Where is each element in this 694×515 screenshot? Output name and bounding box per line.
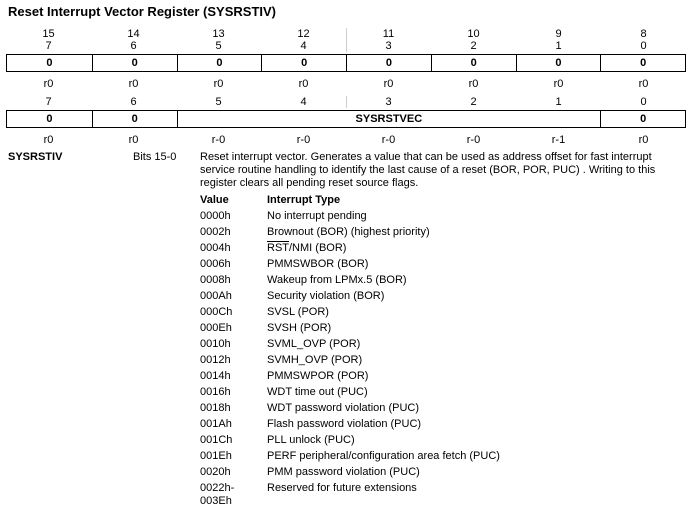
value-cell: 001Ah (200, 418, 232, 430)
value-cell: 0006h (200, 258, 231, 270)
interrupt-type-table (200, 194, 660, 508)
bit-number: 3 (385, 40, 392, 52)
table-row (200, 434, 660, 450)
type-cell: PERF peripheral/configuration area fetch (PUC) (267, 450, 500, 462)
table-row (200, 450, 660, 466)
bit-value: 0 (516, 55, 601, 71)
access-type: r-0 (381, 134, 396, 146)
bit-number: 1 (555, 96, 562, 108)
table-row (200, 482, 660, 508)
table-row (200, 386, 660, 402)
type-cell (267, 242, 660, 258)
bit-value: 0 (346, 55, 431, 71)
access-type: r-0 (211, 134, 226, 146)
bit-number: 6 (130, 96, 137, 108)
access-row (6, 78, 686, 90)
type-cell: Brownout (BOR) (highest priority) (267, 226, 430, 238)
value-cell: 001Ch (200, 434, 233, 446)
value-cell: 0000h (200, 210, 231, 222)
bit-number: 9 (555, 28, 562, 40)
access-type: r0 (128, 134, 139, 146)
table-row (200, 418, 660, 434)
bit-value: 0 (600, 111, 685, 127)
bit-value: 0 (261, 55, 346, 71)
value-cell: 000Eh (200, 322, 232, 334)
table-row (200, 466, 660, 482)
value-cell: 001Eh (200, 450, 232, 462)
bit-number: 10 (467, 28, 480, 40)
bit-number: 8 (640, 28, 647, 40)
nmi-bor-text: /NMI (BOR) (289, 242, 347, 254)
bit-value-box (6, 54, 686, 72)
bit-number: 6 (130, 40, 137, 52)
type-cell: PMM password violation (PUC) (267, 466, 420, 478)
table-row (200, 274, 660, 290)
field-name: SYSRSTIV (8, 151, 63, 163)
table-row (200, 370, 660, 386)
bit-number: 7 (45, 40, 52, 52)
bit-number: 4 (300, 96, 307, 108)
bit-number: 1 (555, 40, 562, 52)
table-row (200, 338, 660, 354)
access-type: r-0 (296, 134, 311, 146)
access-type: r0 (213, 78, 224, 90)
bit-value: 0 (600, 55, 685, 71)
bit-number: 13 (212, 28, 225, 40)
value-cell: 0002h (200, 226, 231, 238)
bit-number: 3 (385, 96, 392, 108)
value-cell: 0020h (200, 466, 231, 478)
value-cell: 0018h (200, 402, 231, 414)
type-cell: WDT password violation (PUC) (267, 402, 420, 414)
table-header-row (200, 194, 660, 210)
bit-number: 12 (297, 28, 310, 40)
table-row (200, 226, 660, 242)
bit-number: 14 (127, 28, 140, 40)
access-type: r-1 (551, 134, 566, 146)
bit-number: 0 (640, 96, 647, 108)
column-header-value: Value (200, 194, 229, 206)
access-row (6, 134, 686, 146)
type-cell: SVML_OVP (POR) (267, 338, 361, 350)
type-cell: SVSL (POR) (267, 306, 329, 318)
type-cell: SVMH_OVP (POR) (267, 354, 363, 366)
access-type: r0 (638, 78, 649, 90)
rst-overline-text: $\overline{RST}$ (267, 242, 289, 254)
access-type: r0 (468, 78, 479, 90)
value-cell: 0012h (200, 354, 231, 366)
type-cell: PLL unlock (PUC) (267, 434, 355, 446)
type-cell: WDT time out (PUC) (267, 386, 368, 398)
value-cell: 0016h (200, 386, 231, 398)
table-row (200, 322, 660, 338)
access-type: r0 (298, 78, 309, 90)
table-row (200, 210, 660, 226)
lower-register (6, 96, 686, 146)
bit-number: 2 (470, 40, 477, 52)
value-cell: 0014h (200, 370, 231, 382)
column-header-interrupt-type: Interrupt Type (267, 194, 341, 206)
access-type: r0 (43, 134, 54, 146)
access-type: r0 (128, 78, 139, 90)
table-row (200, 402, 660, 418)
access-type: r0 (553, 78, 564, 90)
value-cell: 000Ch (200, 306, 233, 318)
bit-number: 7 (45, 96, 52, 108)
bit-number: 0 (640, 40, 647, 52)
bit-value-box (6, 110, 686, 128)
type-cell: Wakeup from LPMx.5 (BOR) (267, 274, 407, 286)
table-row (200, 258, 660, 274)
table-row (200, 242, 660, 258)
bit-value: 0 (177, 55, 262, 71)
bit-number: 5 (215, 40, 222, 52)
register-title: Reset Interrupt Vector Register (SYSRSTIV) (8, 4, 277, 19)
type-cell: SVSH (POR) (267, 322, 332, 334)
value-cell: 0010h (200, 338, 231, 350)
field-description: Reset interrupt vector. Generates a value that can be used as address offset for fast interrupt service routine handling to identify the last cause of a reset (BOR, POR, PUC) . Writing to this register clears all pending reset source flags. (200, 151, 656, 189)
bit-value: 0 (92, 111, 177, 127)
type-cell: No interrupt pending (267, 210, 367, 222)
sysrstvec-field: SYSRSTVEC (177, 111, 601, 127)
bit-value: 0 (46, 57, 53, 69)
bit-value: 0 (46, 113, 53, 125)
type-cell: Security violation (BOR) (267, 290, 385, 302)
value-cell: 0022h- 003Eh (200, 482, 235, 507)
type-cell: Reserved for future extensions (267, 482, 417, 494)
value-cell: 0004h (200, 242, 231, 254)
value-cell: 000Ah (200, 290, 232, 302)
bit-number: 15 (42, 28, 55, 40)
bit-number: 5 (215, 96, 222, 108)
bit-value: 0 (92, 55, 177, 71)
access-type: r-0 (466, 134, 481, 146)
table-row (200, 306, 660, 322)
bit-number: 4 (300, 40, 307, 52)
table-row (200, 290, 660, 306)
upper-register (6, 28, 686, 90)
type-cell: Flash password violation (PUC) (267, 418, 422, 430)
bit-number: 2 (470, 96, 477, 108)
access-type: r0 (43, 78, 54, 90)
type-cell: PMMSWPOR (POR) (267, 370, 369, 382)
column-divider (346, 96, 347, 108)
access-type: r0 (638, 134, 649, 146)
value-cell: 0008h (200, 274, 231, 286)
column-divider (346, 28, 347, 52)
table-row (200, 354, 660, 370)
bit-number: 11 (382, 28, 395, 40)
type-cell: PMMSWBOR (BOR) (267, 258, 369, 270)
field-bits: Bits 15-0 (133, 151, 177, 163)
access-type: r0 (383, 78, 394, 90)
bit-value: 0 (431, 55, 516, 71)
